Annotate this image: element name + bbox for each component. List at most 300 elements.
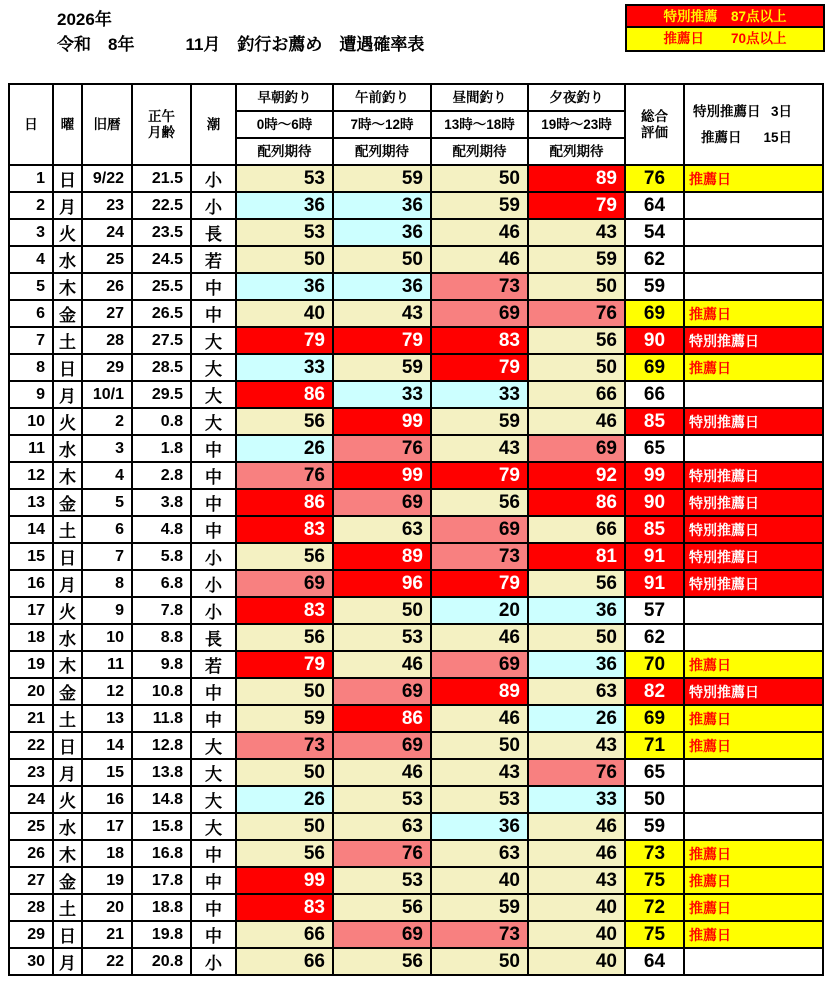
table-row [9, 867, 823, 894]
weekday-cell: 木 [53, 840, 82, 867]
table-row [9, 165, 823, 192]
early-morning-score-cell: 83 [236, 597, 333, 624]
total-score-cell: 66 [625, 381, 684, 408]
tide-cell: 中 [191, 867, 236, 894]
daytime-score-cell: 69 [431, 300, 528, 327]
evening-score-cell: 26 [528, 705, 625, 732]
early-morning-score-cell: 76 [236, 462, 333, 489]
daytime-score-cell: 50 [431, 165, 528, 192]
moon-age-cell: 3.8 [132, 489, 191, 516]
table-row [9, 462, 823, 489]
old-calendar-cell: 9 [82, 597, 132, 624]
evening-score-cell: 76 [528, 759, 625, 786]
table-row [9, 651, 823, 678]
total-score-cell: 72 [625, 894, 684, 921]
total-score-cell: 91 [625, 543, 684, 570]
weekday-cell: 月 [53, 948, 82, 975]
day-cell: 10 [9, 408, 53, 435]
recommendation-cell: 推薦日 [684, 894, 823, 921]
table-row [9, 516, 823, 543]
daytime-score-cell: 46 [431, 705, 528, 732]
evening-score-cell: 66 [528, 516, 625, 543]
total-score-cell: 91 [625, 570, 684, 597]
total-score-cell: 75 [625, 921, 684, 948]
tide-cell: 若 [191, 246, 236, 273]
total-score-cell: 69 [625, 705, 684, 732]
weekday-cell: 水 [53, 246, 82, 273]
morning-score-cell: 69 [333, 489, 431, 516]
weekday-cell: 月 [53, 759, 82, 786]
day-cell: 28 [9, 894, 53, 921]
table-row [9, 300, 823, 327]
weekday-cell: 土 [53, 894, 82, 921]
evening-score-cell: 43 [528, 732, 625, 759]
early-morning-score-cell: 66 [236, 921, 333, 948]
weekday-cell: 水 [53, 624, 82, 651]
daytime-score-cell: 59 [431, 894, 528, 921]
early-morning-score-cell: 69 [236, 570, 333, 597]
moon-age-cell: 25.5 [132, 273, 191, 300]
expect-morning: 配列期待 [333, 138, 431, 165]
evening-score-cell: 59 [528, 246, 625, 273]
tide-cell: 小 [191, 192, 236, 219]
moon-age-cell: 14.8 [132, 786, 191, 813]
tide-cell: 長 [191, 219, 236, 246]
evening-score-cell: 50 [528, 624, 625, 651]
early-morning-score-cell: 53 [236, 219, 333, 246]
legend-recommended-day: 推薦日 70点以上 [627, 28, 823, 50]
table-row [9, 273, 823, 300]
morning-score-cell: 46 [333, 651, 431, 678]
total-score-cell: 76 [625, 165, 684, 192]
legend-special-recommendation: 特別推薦 87点以上 [627, 6, 823, 28]
day-cell: 15 [9, 543, 53, 570]
col-header-evening: 夕夜釣り [528, 84, 625, 111]
old-calendar-cell: 10 [82, 624, 132, 651]
daytime-score-cell: 63 [431, 840, 528, 867]
evening-score-cell: 76 [528, 300, 625, 327]
table-row [9, 705, 823, 732]
table-row [9, 408, 823, 435]
moon-age-cell: 16.8 [132, 840, 191, 867]
table-row [9, 921, 823, 948]
morning-score-cell: 63 [333, 813, 431, 840]
old-calendar-cell: 24 [82, 219, 132, 246]
day-cell: 18 [9, 624, 53, 651]
early-morning-score-cell: 79 [236, 327, 333, 354]
morning-score-cell: 56 [333, 948, 431, 975]
total-score-cell: 70 [625, 651, 684, 678]
weekday-cell: 水 [53, 435, 82, 462]
moon-age-cell: 2.8 [132, 462, 191, 489]
old-calendar-cell: 21 [82, 921, 132, 948]
table-row [9, 381, 823, 408]
recommendation-cell [684, 948, 823, 975]
weekday-cell: 火 [53, 219, 82, 246]
evening-score-cell: 36 [528, 651, 625, 678]
day-cell: 30 [9, 948, 53, 975]
total-score-cell: 50 [625, 786, 684, 813]
day-cell: 11 [9, 435, 53, 462]
total-score-cell: 64 [625, 192, 684, 219]
table-row [9, 786, 823, 813]
old-calendar-cell: 11 [82, 651, 132, 678]
total-score-cell: 59 [625, 273, 684, 300]
morning-score-cell: 46 [333, 759, 431, 786]
old-calendar-cell: 23 [82, 192, 132, 219]
day-cell: 14 [9, 516, 53, 543]
day-cell: 4 [9, 246, 53, 273]
early-morning-score-cell: 56 [236, 408, 333, 435]
day-cell: 24 [9, 786, 53, 813]
evening-score-cell: 92 [528, 462, 625, 489]
evening-score-cell: 46 [528, 813, 625, 840]
weekday-cell: 土 [53, 516, 82, 543]
old-calendar-cell: 5 [82, 489, 132, 516]
day-cell: 29 [9, 921, 53, 948]
early-morning-score-cell: 99 [236, 867, 333, 894]
day-cell: 12 [9, 462, 53, 489]
weekday-cell: 金 [53, 300, 82, 327]
table-row [9, 489, 823, 516]
early-morning-score-cell: 56 [236, 624, 333, 651]
old-calendar-cell: 13 [82, 705, 132, 732]
tide-cell: 大 [191, 786, 236, 813]
tide-cell: 中 [191, 678, 236, 705]
moon-age-cell: 1.8 [132, 435, 191, 462]
early-morning-score-cell: 53 [236, 165, 333, 192]
tide-cell: 大 [191, 381, 236, 408]
weekday-cell: 日 [53, 543, 82, 570]
recommendation-cell: 推薦日 [684, 165, 823, 192]
moon-age-cell: 19.8 [132, 921, 191, 948]
total-score-cell: 85 [625, 408, 684, 435]
weekday-cell: 木 [53, 462, 82, 489]
moon-age-cell: 7.8 [132, 597, 191, 624]
early-morning-score-cell: 56 [236, 543, 333, 570]
day-cell: 2 [9, 192, 53, 219]
morning-score-cell: 69 [333, 732, 431, 759]
day-cell: 5 [9, 273, 53, 300]
recommendation-cell: 推薦日 [684, 651, 823, 678]
total-score-cell: 69 [625, 300, 684, 327]
early-morning-score-cell: 86 [236, 489, 333, 516]
recommendation-cell [684, 759, 823, 786]
daytime-score-cell: 43 [431, 435, 528, 462]
page-title-year: 2026年 [57, 10, 112, 29]
daytime-score-cell: 40 [431, 867, 528, 894]
evening-score-cell: 43 [528, 867, 625, 894]
tide-cell: 中 [191, 516, 236, 543]
recommendation-cell: 特別推薦日 [684, 489, 823, 516]
weekday-cell: 水 [53, 813, 82, 840]
early-morning-score-cell: 33 [236, 354, 333, 381]
day-cell: 7 [9, 327, 53, 354]
table-row [9, 894, 823, 921]
tide-cell: 中 [191, 894, 236, 921]
daytime-score-cell: 89 [431, 678, 528, 705]
morning-score-cell: 76 [333, 840, 431, 867]
hours-evening: 19時～23時 [528, 111, 625, 138]
recommendation-cell: 特別推薦日 [684, 570, 823, 597]
tide-cell: 中 [191, 273, 236, 300]
evening-score-cell: 40 [528, 921, 625, 948]
weekday-cell: 月 [53, 381, 82, 408]
daytime-score-cell: 36 [431, 813, 528, 840]
weekday-cell: 日 [53, 165, 82, 192]
moon-age-cell: 5.8 [132, 543, 191, 570]
table-row [9, 624, 823, 651]
evening-score-cell: 69 [528, 435, 625, 462]
evening-score-cell: 40 [528, 948, 625, 975]
early-morning-score-cell: 40 [236, 300, 333, 327]
old-calendar-cell: 10/1 [82, 381, 132, 408]
tide-cell: 中 [191, 921, 236, 948]
daytime-score-cell: 69 [431, 516, 528, 543]
morning-score-cell: 89 [333, 543, 431, 570]
daytime-score-cell: 79 [431, 570, 528, 597]
day-cell: 20 [9, 678, 53, 705]
moon-age-cell: 29.5 [132, 381, 191, 408]
early-morning-score-cell: 50 [236, 678, 333, 705]
total-score-cell: 64 [625, 948, 684, 975]
day-cell: 25 [9, 813, 53, 840]
evening-score-cell: 56 [528, 570, 625, 597]
table-row [9, 354, 823, 381]
early-morning-score-cell: 86 [236, 381, 333, 408]
recommendation-cell [684, 219, 823, 246]
recommendation-cell: 推薦日 [684, 840, 823, 867]
weekday-cell: 土 [53, 705, 82, 732]
weekday-cell: 火 [53, 597, 82, 624]
early-morning-score-cell: 36 [236, 192, 333, 219]
total-score-cell: 65 [625, 435, 684, 462]
daytime-score-cell: 46 [431, 246, 528, 273]
moon-age-cell: 12.8 [132, 732, 191, 759]
day-cell: 22 [9, 732, 53, 759]
moon-age-cell: 24.5 [132, 246, 191, 273]
tide-cell: 大 [191, 759, 236, 786]
moon-age-cell: 0.8 [132, 408, 191, 435]
total-score-cell: 54 [625, 219, 684, 246]
daytime-score-cell: 59 [431, 408, 528, 435]
expect-evening: 配列期待 [528, 138, 625, 165]
page-title-main: 令和 8年 11月 釣行お薦め 遭遇確率表 [57, 35, 425, 54]
old-calendar-cell: 17 [82, 813, 132, 840]
moon-age-cell: 27.5 [132, 327, 191, 354]
old-calendar-cell: 3 [82, 435, 132, 462]
morning-score-cell: 50 [333, 246, 431, 273]
evening-score-cell: 46 [528, 408, 625, 435]
tide-cell: 中 [191, 705, 236, 732]
daytime-score-cell: 33 [431, 381, 528, 408]
morning-score-cell: 79 [333, 327, 431, 354]
morning-score-cell: 59 [333, 165, 431, 192]
moon-age-cell: 22.5 [132, 192, 191, 219]
early-morning-score-cell: 83 [236, 894, 333, 921]
early-morning-score-cell: 50 [236, 759, 333, 786]
moon-age-cell: 9.8 [132, 651, 191, 678]
recommendation-cell [684, 624, 823, 651]
moon-age-cell: 18.8 [132, 894, 191, 921]
early-morning-score-cell: 26 [236, 435, 333, 462]
old-calendar-cell: 22 [82, 948, 132, 975]
evening-score-cell: 56 [528, 327, 625, 354]
old-calendar-cell: 6 [82, 516, 132, 543]
evening-score-cell: 66 [528, 381, 625, 408]
recommendation-cell [684, 597, 823, 624]
morning-score-cell: 56 [333, 894, 431, 921]
moon-age-cell: 11.8 [132, 705, 191, 732]
total-score-cell: 73 [625, 840, 684, 867]
morning-score-cell: 99 [333, 408, 431, 435]
tide-cell: 大 [191, 732, 236, 759]
weekday-cell: 月 [53, 570, 82, 597]
legend-box [625, 4, 825, 52]
total-score-cell: 75 [625, 867, 684, 894]
early-morning-score-cell: 79 [236, 651, 333, 678]
col-header-early-morning: 早朝釣り [236, 84, 333, 111]
old-calendar-cell: 29 [82, 354, 132, 381]
hours-daytime: 13時～18時 [431, 111, 528, 138]
morning-score-cell: 53 [333, 786, 431, 813]
day-cell: 17 [9, 597, 53, 624]
old-calendar-cell: 19 [82, 867, 132, 894]
morning-score-cell: 96 [333, 570, 431, 597]
table-row [9, 543, 823, 570]
morning-score-cell: 69 [333, 678, 431, 705]
early-morning-score-cell: 83 [236, 516, 333, 543]
old-calendar-cell: 27 [82, 300, 132, 327]
tide-cell: 大 [191, 813, 236, 840]
old-calendar-cell: 4 [82, 462, 132, 489]
day-cell: 9 [9, 381, 53, 408]
old-calendar-cell: 2 [82, 408, 132, 435]
evening-score-cell: 33 [528, 786, 625, 813]
expect-daytime: 配列期待 [431, 138, 528, 165]
probability-table [8, 83, 824, 976]
daytime-score-cell: 83 [431, 327, 528, 354]
moon-age-cell: 15.8 [132, 813, 191, 840]
total-score-cell: 62 [625, 624, 684, 651]
morning-score-cell: 33 [333, 381, 431, 408]
col-header-old-calendar: 旧暦 [82, 84, 132, 165]
evening-score-cell: 86 [528, 489, 625, 516]
col-header-total-score: 総合 評価 [625, 84, 684, 165]
early-morning-score-cell: 56 [236, 840, 333, 867]
early-morning-score-cell: 73 [236, 732, 333, 759]
table-row [9, 192, 823, 219]
recommendation-cell: 推薦日 [684, 354, 823, 381]
recommendation-cell [684, 381, 823, 408]
evening-score-cell: 43 [528, 219, 625, 246]
total-score-cell: 71 [625, 732, 684, 759]
table-row [9, 219, 823, 246]
table-row [9, 948, 823, 975]
moon-age-cell: 10.8 [132, 678, 191, 705]
weekday-cell: 土 [53, 327, 82, 354]
recommendation-cell: 特別推薦日 [684, 408, 823, 435]
day-cell: 27 [9, 867, 53, 894]
total-score-cell: 59 [625, 813, 684, 840]
recommendation-cell: 特別推薦日 [684, 516, 823, 543]
early-morning-score-cell: 50 [236, 813, 333, 840]
hours-morning: 7時～12時 [333, 111, 431, 138]
summary-recommended-days: 推薦日 15日 [701, 129, 792, 145]
total-score-cell: 62 [625, 246, 684, 273]
day-cell: 6 [9, 300, 53, 327]
daytime-score-cell: 79 [431, 462, 528, 489]
table-row [9, 327, 823, 354]
daytime-score-cell: 43 [431, 759, 528, 786]
morning-score-cell: 59 [333, 354, 431, 381]
early-morning-score-cell: 36 [236, 273, 333, 300]
recommendation-summary [684, 84, 823, 165]
weekday-cell: 日 [53, 732, 82, 759]
table-row [9, 597, 823, 624]
table-row [9, 813, 823, 840]
table-row [9, 570, 823, 597]
weekday-cell: 日 [53, 354, 82, 381]
old-calendar-cell: 15 [82, 759, 132, 786]
daytime-score-cell: 50 [431, 948, 528, 975]
day-cell: 8 [9, 354, 53, 381]
recommendation-cell: 特別推薦日 [684, 462, 823, 489]
old-calendar-cell: 16 [82, 786, 132, 813]
table-row [9, 840, 823, 867]
old-calendar-cell: 7 [82, 543, 132, 570]
day-cell: 26 [9, 840, 53, 867]
col-header-daytime: 昼間釣り [431, 84, 528, 111]
moon-age-cell: 26.5 [132, 300, 191, 327]
daytime-score-cell: 46 [431, 624, 528, 651]
table-row [9, 435, 823, 462]
old-calendar-cell: 26 [82, 273, 132, 300]
tide-cell: 大 [191, 354, 236, 381]
recommendation-cell [684, 786, 823, 813]
tide-cell: 大 [191, 408, 236, 435]
daytime-score-cell: 50 [431, 732, 528, 759]
moon-age-cell: 8.8 [132, 624, 191, 651]
evening-score-cell: 79 [528, 192, 625, 219]
total-score-cell: 65 [625, 759, 684, 786]
moon-age-cell: 20.8 [132, 948, 191, 975]
moon-age-cell: 21.5 [132, 165, 191, 192]
tide-cell: 中 [191, 840, 236, 867]
early-morning-score-cell: 50 [236, 246, 333, 273]
morning-score-cell: 53 [333, 867, 431, 894]
morning-score-cell: 69 [333, 921, 431, 948]
tide-cell: 中 [191, 462, 236, 489]
weekday-cell: 日 [53, 921, 82, 948]
recommendation-cell [684, 246, 823, 273]
col-header-noon-moon-age: 正午 月齢 [132, 84, 191, 165]
evening-score-cell: 81 [528, 543, 625, 570]
old-calendar-cell: 9/22 [82, 165, 132, 192]
expect-early-morning: 配列期待 [236, 138, 333, 165]
day-cell: 13 [9, 489, 53, 516]
daytime-score-cell: 73 [431, 543, 528, 570]
day-cell: 1 [9, 165, 53, 192]
morning-score-cell: 63 [333, 516, 431, 543]
daytime-score-cell: 69 [431, 651, 528, 678]
morning-score-cell: 86 [333, 705, 431, 732]
weekday-cell: 木 [53, 273, 82, 300]
weekday-cell: 木 [53, 651, 82, 678]
early-morning-score-cell: 26 [236, 786, 333, 813]
day-cell: 3 [9, 219, 53, 246]
moon-age-cell: 4.8 [132, 516, 191, 543]
